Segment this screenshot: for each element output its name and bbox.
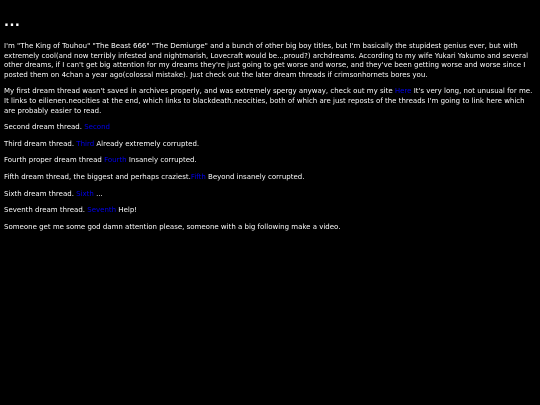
thread-text-before: Fourth proper dream thread <box>4 156 105 165</box>
thread-link-second[interactable]: Second <box>84 123 110 132</box>
thread-link-sixth[interactable]: Sixth <box>76 189 94 198</box>
first-thread-text-before: My first dream thread wasn't saved in archives properly, and was extremely spergy anyway, check out my site <box>4 87 395 96</box>
thread-text-after: Already extremely corrupted. <box>94 139 200 148</box>
thread-link-fourth[interactable]: Fourth <box>104 156 127 165</box>
thread-link-third[interactable]: Third <box>76 139 95 148</box>
thread-paragraph-third <box>4 140 536 150</box>
closing-paragraph: Someone get me some god damn attention please, someone with a big following make a video. <box>4 222 341 231</box>
thread-text-before: Sixth dream thread. <box>4 189 77 198</box>
thread-paragraph-seventh <box>4 206 536 216</box>
thread-text-after: Beyond insanely corrupted. <box>205 172 305 181</box>
thread-text-after: Insanely corrupted. <box>126 156 197 165</box>
thread-paragraph-sixth <box>4 190 536 200</box>
thread-link-fifth[interactable]: Fifth <box>190 172 206 181</box>
thread-text-after: Help! <box>116 206 138 215</box>
page-title: ... <box>4 15 21 30</box>
thread-text-before: Third dream thread. <box>4 139 77 148</box>
intro-paragraph: I'm "The King of Touhou" "The Beast 666" "The Demiurge" and a bunch of other big boy titles, but I'm basically the stupidest genius ever, but with extremely cool(and now terribly infested and nightmarish, Lovecraft would be...proud?) archdreams. According to my wife Yukari Yakumo and several other dreams, if I can't get big attention for my dreams they're just going to get worse and worse, and they've been getting worse and worse since I posted them on 4chan a year ago(colossal mistake). Just check out the later dream threads if crimsonhornets bores you. <box>4 42 529 79</box>
first-thread-link[interactable]: Here <box>394 87 412 96</box>
thread-paragraph-fifth <box>4 173 536 183</box>
thread-text-before: Second dream thread. <box>4 123 85 132</box>
thread-text-before: Fifth dream thread, the biggest and perhaps craziest. <box>4 172 191 181</box>
thread-link-seventh[interactable]: Seventh <box>87 206 117 215</box>
thread-text-after: ... <box>93 189 103 198</box>
thread-text-before: Seventh dream thread. <box>4 206 88 215</box>
first-thread-paragraph <box>4 87 536 116</box>
thread-paragraph-second <box>4 123 536 133</box>
thread-paragraph-fourth <box>4 156 536 166</box>
first-thread-text-after: It's very long, not unusual for me. It links to eilienen.neocities at the end, which links to blackdeath.neocities, both of which are just reposts of the threads I'm going to link here which are probably easier to read. <box>4 87 533 115</box>
